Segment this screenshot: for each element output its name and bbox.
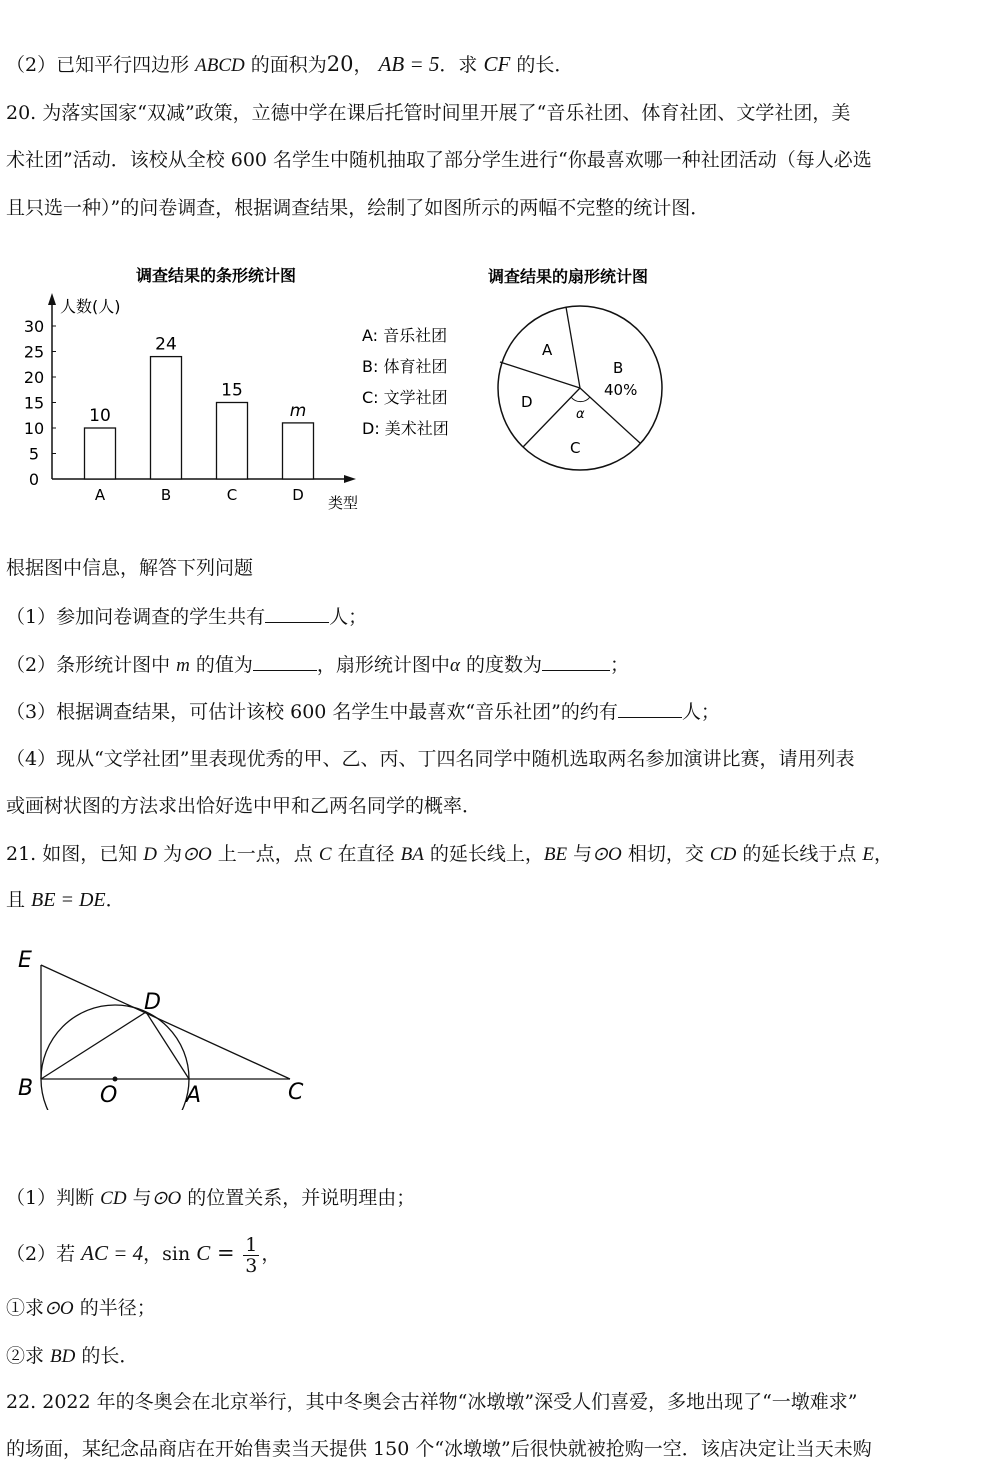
y-tick-label: 0 bbox=[28, 470, 40, 489]
q20-p2-text: ，扇形统计图中 bbox=[316, 654, 450, 676]
q21-text: 的延长线于点 bbox=[736, 843, 863, 865]
answer-blank[interactable] bbox=[618, 699, 682, 718]
q20-line3: 且只选一种）”的问卷调查，根据调查结果，绘制了如图所示的两幅不完整的统计图． bbox=[6, 197, 710, 219]
label-d: D bbox=[144, 990, 161, 1015]
segment-bd bbox=[41, 1012, 146, 1079]
label-c: C bbox=[288, 1080, 304, 1105]
q22-line1: 22. 2022 年的冬奥会在北京举行，其中冬奥会古祥物“冰墩墩”深受人们喜爱，多地出现了“一墩难求” bbox=[6, 1391, 858, 1413]
q20-line2: 术社团”活动．该校从全校 600 名学生中随机抽取了部分学生进行“你最喜欢哪一种社团活动（每人必选 bbox=[6, 149, 872, 171]
pie-sector-line bbox=[566, 307, 580, 388]
fraction bbox=[243, 1235, 259, 1276]
q21-text: ， bbox=[874, 843, 894, 865]
segment-ec bbox=[41, 965, 290, 1079]
q20-part1 bbox=[6, 604, 367, 629]
y-tick-label: 25 bbox=[23, 342, 45, 362]
q21-text: 的半径； bbox=[73, 1297, 156, 1319]
bar-data-label: 10 bbox=[89, 406, 111, 426]
q20-part3 bbox=[6, 699, 720, 724]
bar-chart-ylabel: 人数(人) bbox=[60, 297, 121, 316]
q21-eq: AC = 4 bbox=[81, 1241, 144, 1265]
q20-after: 根据图中信息，解答下列问题 bbox=[6, 557, 254, 579]
q21-var: BD bbox=[50, 1346, 76, 1367]
y-tick-label: 20 bbox=[23, 368, 45, 387]
legend-item: C: 文学社团 bbox=[362, 388, 448, 407]
q21-circle-o: ⊙O bbox=[592, 844, 622, 865]
q21-line1 bbox=[6, 842, 893, 867]
fraction-denominator: 3 bbox=[245, 1254, 258, 1277]
x-axis-arrow bbox=[344, 475, 356, 483]
bar-c bbox=[217, 403, 248, 480]
q19-shape: ABCD bbox=[195, 55, 245, 76]
x-tick-label: B bbox=[160, 486, 172, 504]
bar-chart bbox=[10, 255, 480, 529]
q21-circle-o: ⊙O bbox=[182, 844, 212, 865]
q22-line2: 的场面，某纪念品商店在开始售卖当天提供 150 个“冰墩墩”后很快就被抢购一空．该店决定让当天未购 bbox=[6, 1438, 872, 1460]
q21-text: 的位置关系，并说明理由； bbox=[181, 1187, 416, 1209]
q21-text: 的延长线上， bbox=[423, 843, 544, 865]
q20-m: m bbox=[176, 655, 190, 676]
q21-text: ①求 bbox=[6, 1297, 45, 1319]
q20-p2-text: 的度数为 bbox=[459, 654, 542, 676]
bar-d bbox=[283, 423, 314, 479]
legend-item: A: 音乐社团 bbox=[362, 326, 448, 345]
fraction-numerator: 1 bbox=[245, 1233, 258, 1256]
q21-part1 bbox=[6, 1186, 415, 1211]
q19-area: 20 bbox=[326, 52, 354, 76]
q20-p2-text: （2）条形统计图中 bbox=[6, 654, 177, 676]
q19-part2-line bbox=[6, 52, 573, 78]
q20-alpha: α bbox=[449, 655, 460, 676]
q20-p3-text: 人； bbox=[681, 701, 720, 723]
q21-text: （2）若 bbox=[6, 1243, 82, 1265]
q21-text: 的长． bbox=[75, 1345, 139, 1367]
q20-p1-text: （1）参加问卷调查的学生共有 bbox=[6, 606, 266, 628]
q21-circle-o: ⊙O bbox=[151, 1188, 182, 1209]
x-tick-label: A bbox=[94, 486, 106, 504]
q21-var: E bbox=[862, 844, 874, 865]
q21-text: 与 bbox=[126, 1187, 152, 1209]
q21-var: CD bbox=[709, 844, 737, 865]
q21-var: CD bbox=[100, 1188, 127, 1209]
label-b: B bbox=[18, 1076, 34, 1101]
q21-text: ，sin bbox=[143, 1243, 197, 1265]
q21-text: 在直径 bbox=[331, 843, 401, 865]
pie-sector-line bbox=[500, 362, 580, 388]
bar-chart-title: 调查结果的条形统计图 bbox=[135, 266, 297, 285]
q21-line2 bbox=[6, 888, 125, 912]
q21-text: （1）判断 bbox=[6, 1187, 101, 1209]
q21-text: ②求 bbox=[6, 1345, 51, 1367]
alpha-arc bbox=[571, 397, 590, 402]
q20-part2 bbox=[6, 652, 629, 678]
geometry-figure bbox=[10, 945, 320, 1114]
q20-p2-text: ； bbox=[609, 654, 629, 676]
y-tick-label: 5 bbox=[28, 444, 40, 464]
q20-part4-line1: （4）现从“文学社团”里表现优秀的甲、乙、丙、丁四名同学中随机选取两名参加演讲比赛，请用列表 bbox=[6, 748, 855, 770]
q20-p2-text: 的值为 bbox=[189, 654, 253, 676]
answer-blank[interactable] bbox=[253, 652, 317, 671]
answer-blank[interactable] bbox=[542, 652, 610, 671]
q21-var: C bbox=[196, 1241, 211, 1265]
label-o: O bbox=[100, 1083, 118, 1108]
q19-text: 的面积为 bbox=[244, 54, 327, 76]
bar-chart-xlabel: 类型 bbox=[328, 494, 359, 512]
q20-line1: 20. 为落实国家“双减”政策，立德中学在课后托管时间里开展了“音乐社团、体育社团、文学社团，美 bbox=[6, 102, 851, 124]
y-tick-label: 30 bbox=[23, 317, 45, 336]
bar-data-label: 15 bbox=[221, 380, 243, 401]
bar-a bbox=[85, 428, 116, 479]
q20-part4-line2: 或画树状图的方法求出恰好选中甲和乙两名同学的概率． bbox=[6, 795, 482, 817]
q19-target: CF bbox=[483, 52, 511, 76]
label-a: A bbox=[186, 1083, 202, 1108]
x-tick-label: D bbox=[292, 486, 304, 504]
q21-eq: BE = DE bbox=[31, 889, 106, 911]
y-tick-label: 15 bbox=[23, 393, 45, 413]
pie-alpha-label: α bbox=[576, 407, 585, 422]
q21-text: 21. 如图，已知 bbox=[6, 843, 144, 865]
q21-text: 为 bbox=[157, 843, 183, 865]
pie-chart bbox=[470, 255, 690, 489]
center-dot bbox=[113, 1077, 118, 1082]
pie-chart-title: 调查结果的扇形统计图 bbox=[487, 267, 649, 286]
q21-text: ， bbox=[261, 1243, 281, 1265]
bar-data-label: 24 bbox=[155, 334, 177, 355]
pie-label-d: D bbox=[521, 393, 533, 411]
q21-text: 相切，交 bbox=[621, 843, 710, 865]
q21-text: 上一点，点 bbox=[211, 843, 319, 865]
q19-text: 的长． bbox=[510, 54, 574, 76]
q20-p3-text: （3）根据调查结果，可估计该校 600 名学生中最喜欢“音乐社团”的约有 bbox=[6, 701, 618, 723]
q19-text: ， bbox=[353, 54, 373, 76]
segment-da bbox=[146, 1012, 189, 1079]
q21-circle-o: ⊙O bbox=[44, 1298, 74, 1319]
bar-b bbox=[151, 357, 182, 479]
q21-var: C bbox=[318, 844, 332, 865]
legend-item: D: 美术社团 bbox=[362, 419, 449, 438]
x-tick-label: C bbox=[226, 486, 238, 504]
q21-text: ． bbox=[105, 889, 125, 911]
pie-label-c: C bbox=[570, 439, 581, 457]
q21-var: D bbox=[143, 844, 158, 865]
q20-p1-text: 人； bbox=[329, 606, 368, 628]
q21-text: 且 bbox=[6, 889, 32, 911]
q19-text: （2）已知平行四边形 bbox=[6, 54, 196, 76]
label-e: E bbox=[18, 948, 32, 973]
q21-var: BA bbox=[400, 844, 424, 865]
pie-label-b: B bbox=[613, 359, 624, 377]
q21-text: = bbox=[210, 1241, 242, 1265]
answer-blank[interactable] bbox=[265, 604, 329, 623]
q19-text: ．求 bbox=[439, 54, 484, 76]
q21-sub1 bbox=[6, 1296, 156, 1321]
pie-label-b-percent: 40% bbox=[604, 381, 638, 399]
y-axis-arrow bbox=[48, 293, 56, 305]
bar-data-label: m bbox=[289, 400, 307, 421]
q19-eq: AB = 5 bbox=[378, 52, 440, 76]
q21-var: BE bbox=[543, 844, 568, 865]
y-tick-label: 10 bbox=[23, 419, 45, 438]
q21-text: 与 bbox=[567, 843, 593, 865]
q21-sub2 bbox=[6, 1344, 138, 1369]
q21-part2 bbox=[6, 1228, 280, 1279]
pie-label-a: A bbox=[542, 341, 553, 359]
legend-item: B: 体育社团 bbox=[362, 357, 448, 376]
